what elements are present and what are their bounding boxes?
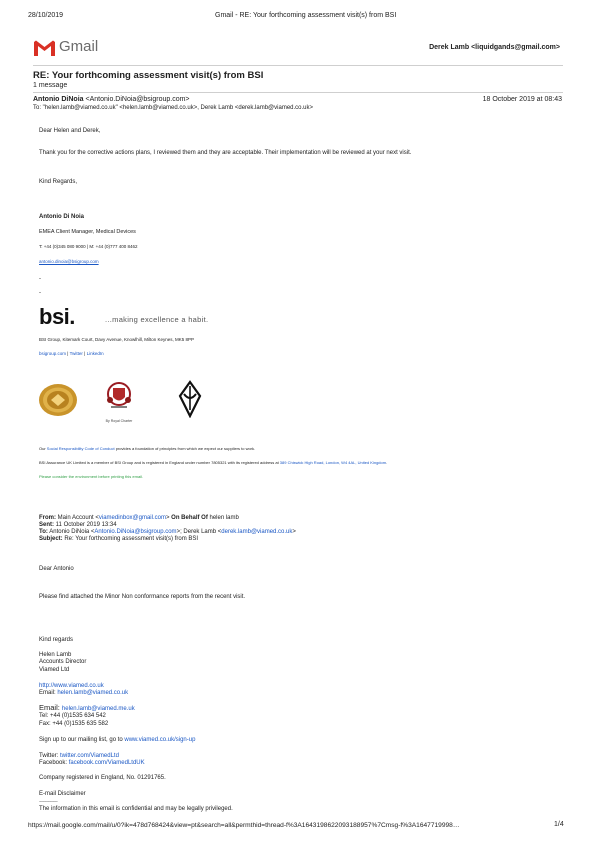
account-label: Derek Lamb <liquidgands@gmail.com> <box>429 44 560 51</box>
bsi-address: BSI Group, Kitemark Court, Davy Avenue, Knowlhill, Milton Keynes, MK5 8PP <box>39 337 194 342</box>
sender-email: <Antonio.DiNoia@bsigroup.com> <box>85 96 190 103</box>
csr-notice <box>39 446 255 451</box>
quoted-twitter <box>39 753 119 759</box>
csr-text-post: provides a foundation of principles from which we expect our suppliers to work. <box>114 446 256 451</box>
quoted-tel: Tel: +44 (0)1535 634 542 <box>39 713 106 719</box>
quoted-to <box>39 529 296 535</box>
bsi-twitter-link[interactable]: Twitter <box>69 351 83 356</box>
message-recipients: To: "helen.lamb@viamed.co.uk" <helen.lamb@viamed.co.uk>, Derek Lamb <derek.lamb@viamed.co.uk> <box>33 105 314 111</box>
quoted-disclaimer-rule: ---------------------- <box>39 798 58 803</box>
bsi-link-separator: | <box>67 351 69 356</box>
signature-email-link[interactable]: antonio.dinoia@bsigroup.com <box>39 259 99 264</box>
legal-text-pre: BSI Assurance UK Limited is a member of BSI Group and is registered in England under number 7805321 with its registered address at <box>39 460 280 465</box>
header-divider <box>33 65 563 66</box>
thread-subject: RE: Your forthcoming assessment visit(s) from BSI <box>33 70 264 81</box>
signature-dash-2: - <box>39 290 41 296</box>
quoted-on-behalf: On Behalf Of <box>171 515 208 521</box>
quoted-from-mid: > <box>165 515 172 521</box>
royal-charter-badge <box>37 383 79 417</box>
quoted-mailing-text: Sign up to our mailing list, go to <box>39 737 125 743</box>
quoted-email2-line <box>39 703 135 712</box>
sender-name: Antonio DiNoia <box>33 96 84 103</box>
quoted-subject <box>39 536 198 542</box>
legal-text-post: . <box>386 460 388 465</box>
quoted-signup-link[interactable]: www.viamed.co.uk/sign-up <box>124 737 196 743</box>
signature-role: EMEA Client Manager, Medical Devices <box>39 229 136 235</box>
quoted-to-email-link[interactable]: derek.lamb@viamed.co.uk <box>221 529 293 535</box>
quoted-sig-role: Accounts Director <box>39 659 87 665</box>
bsi-tagline: ...making excellence a habit. <box>105 315 209 324</box>
signature-name: Antonio Di Noia <box>39 214 84 220</box>
print-date: 28/10/2019 <box>28 12 64 19</box>
subject-divider <box>33 92 563 93</box>
quoted-email2-label: Email: <box>39 703 62 712</box>
gmail-logo-text: Gmail <box>59 38 99 55</box>
bsi-logo-text: bsi. <box>39 304 75 329</box>
quoted-facebook-label: Facebook: <box>39 760 69 766</box>
quoted-fax: Fax: +44 (0)1535 635 582 <box>39 721 109 727</box>
quoted-from-label: From: <box>39 515 56 521</box>
quoted-greeting: Dear Antonio <box>39 566 74 572</box>
kitemark-icon <box>178 380 202 418</box>
message-from <box>33 96 190 103</box>
body-paragraph: Thank you for the corrective actions plans, I reviewed them and they are acceptable. Their implementation will be reviewed at your next visit. <box>39 150 412 156</box>
quoted-website-link[interactable]: http://www.viamed.co.uk <box>39 683 104 689</box>
bsi-site-link[interactable]: bsigroup.com <box>39 351 67 356</box>
quoted-facebook <box>39 760 145 766</box>
quoted-from-email-link[interactable]: viamedinbox@gmail.com <box>98 515 166 521</box>
body-closing: Kind Regards, <box>39 179 78 185</box>
quoted-facebook-link[interactable]: facebook.com/ViamedLtdUK <box>68 760 145 766</box>
quoted-to-pre: Antonio DiNoia < <box>47 529 95 535</box>
message-date: 18 October 2019 at 08:43 <box>482 96 562 103</box>
quoted-from <box>39 515 239 521</box>
legal-notice <box>39 460 387 465</box>
bsi-logo <box>39 304 75 330</box>
quoted-to-mid: >; Derek Lamb < <box>176 529 222 535</box>
quoted-body: Please find attached the Minor Non conformance reports from the recent visit. <box>39 594 246 600</box>
royal-crest-badge <box>103 380 135 423</box>
environment-notice: Please consider the environment before printing this email. <box>39 474 144 479</box>
quoted-to-end: > <box>292 529 296 535</box>
quoted-twitter-label: Twitter: <box>39 753 61 759</box>
bsi-links <box>39 351 104 356</box>
body-greeting: Dear Helen and Derek, <box>39 128 101 134</box>
bsi-linkedin-link[interactable]: LinkedIn <box>86 351 104 356</box>
crest-caption: By Royal Charter <box>105 419 133 423</box>
print-title: Gmail - RE: Your forthcoming assessment visit(s) from BSI <box>215 12 397 19</box>
print-url: https://mail.google.com/mail/u/0?ik=478d768424&view=pt&search=all&permthid=thread-f%3A1643198622093188957%7Cmsg-f%3A1647719998… <box>28 822 460 829</box>
quoted-subject-label: Subject: <box>39 536 63 542</box>
kitemark-badge <box>178 380 202 418</box>
message-count: 1 message <box>33 82 68 89</box>
quoted-sig-company: Viamed Ltd <box>39 667 70 673</box>
quoted-to-email-link[interactable]: Antonio.DiNoia@bsigroup.com <box>94 529 177 535</box>
print-page-number: 1/4 <box>554 821 564 828</box>
signature-phone: T: +44 (0)345 080 9000 | M: +44 (0)777 400 8462 <box>39 244 138 249</box>
legal-address-link[interactable]: 389 Chiswick High Road, London, W4 4AL, United Kingdom <box>279 460 387 465</box>
quoted-sent-label: Sent: <box>39 522 54 528</box>
quoted-from-end: helen lamb <box>207 515 239 521</box>
quoted-subject-value: Re: Your forthcoming assessment visit(s) from BSI <box>62 536 199 542</box>
gold-seal-icon <box>37 383 79 417</box>
quoted-disclaimer-title: E-mail Disclaimer <box>39 791 86 797</box>
quoted-mailing <box>39 737 195 743</box>
quoted-sent-value: 11 October 2019 13:34 <box>54 522 117 528</box>
signature-dash-1: - <box>39 276 41 282</box>
quoted-to-label: To: <box>39 529 48 535</box>
gmail-envelope-icon <box>33 39 56 57</box>
quoted-disclaimer: The information in this email is confidential and may be legally privileged. <box>39 806 233 812</box>
quoted-email-link[interactable]: helen.lamb@viamed.co.uk <box>57 690 129 696</box>
quoted-email-line <box>39 690 128 696</box>
quoted-email-label: Email: <box>39 690 58 696</box>
quoted-from-value: Main Account < <box>56 515 99 521</box>
quoted-sent <box>39 522 117 528</box>
csr-text-pre: Our <box>39 446 47 451</box>
quoted-twitter-link[interactable]: twitter.com/ViamedLtd <box>60 753 119 759</box>
quoted-regards: Kind regards <box>39 637 74 643</box>
csr-link[interactable]: Social Responsibility Code of Conduct <box>46 446 115 451</box>
quoted-registered: Company registered in England, No. 01291765. <box>39 775 166 781</box>
crest-icon <box>103 380 135 414</box>
quoted-sig-name: Helen Lamb <box>39 652 72 658</box>
bsi-link-separator: | <box>84 351 86 356</box>
quoted-email2-link[interactable]: helen.lamb@viamed.me.uk <box>61 706 135 712</box>
